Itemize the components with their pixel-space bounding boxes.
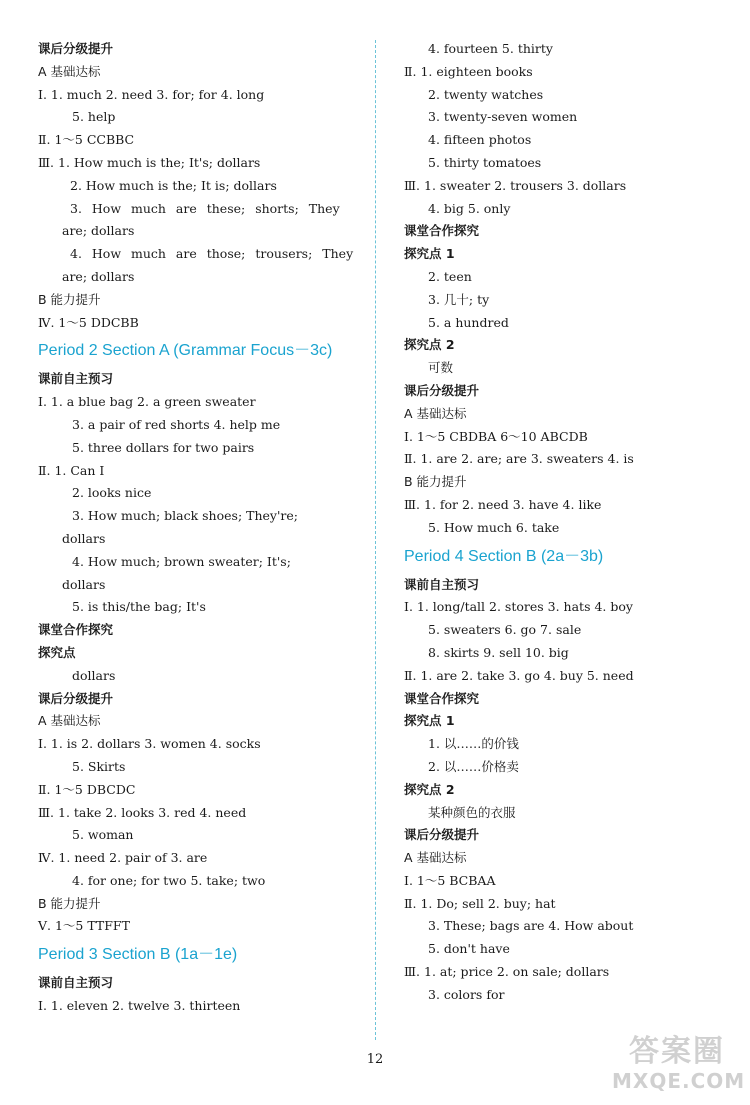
answer-line: Ⅰ. 1. is 2. dollars 3. women 4. socks	[38, 736, 261, 752]
section-heading: 课后分级提升	[404, 382, 480, 398]
watermark-logo	[612, 1034, 746, 1097]
subsection-heading: B 能力提升	[38, 291, 101, 307]
section-heading: 探究点 1	[404, 713, 455, 729]
answer-line: 2. teen	[428, 268, 472, 284]
answer-line: 3. colors for	[428, 986, 505, 1002]
subsection-heading: A 基础达标	[404, 850, 467, 866]
section-heading: 课后分级提升	[404, 827, 480, 843]
answer-line: Ⅲ. 1. sweater 2. trousers 3. dollars	[404, 177, 627, 193]
answer-line: 4. big 5. only	[428, 200, 511, 216]
answer-line: 2. How much is the; It is; dollars	[70, 177, 277, 193]
answer-line: Ⅲ. 1. for 2. need 3. have 4. like	[404, 496, 602, 512]
answer-line: Ⅰ. 1. a blue bag 2. a green sweater	[38, 394, 256, 410]
section-heading: 课前自主预习	[38, 975, 114, 991]
left-column	[38, 38, 358, 1018]
answer-line: are; dollars	[62, 223, 135, 239]
answer-line: 3. 几十; ty	[428, 291, 490, 307]
answer-line: Ⅲ. 1. at; price 2. on sale; dollars	[404, 964, 610, 980]
answer-line: Ⅰ. 1. long/tall 2. stores 3. hats 4. boy	[404, 599, 633, 615]
answer-line: 5. How much 6. take	[428, 519, 560, 535]
column-divider	[375, 40, 376, 1040]
subsection-heading: B 能力提升	[404, 474, 467, 490]
answer-line: 3. How much are these; shorts; They	[70, 200, 340, 216]
watermark-url: MXQE.COM	[612, 1069, 746, 1093]
section-heading: 课堂合作探究	[404, 223, 480, 239]
answer-line: dollars	[62, 576, 106, 592]
answer-line: 某种颜色的衣服	[428, 804, 516, 820]
answer-line: 1. 以……的价钱	[428, 736, 519, 752]
answer-line: 5. is this/the bag; It's	[72, 599, 206, 615]
answer-line: Ⅲ. 1. take 2. looks 3. red 4. need	[38, 804, 247, 820]
answer-line: Ⅱ. 1. are 2. take 3. go 4. buy 5. need	[404, 667, 634, 683]
answer-line: 5. sweaters 6. go 7. sale	[428, 622, 582, 638]
answer-line: Ⅱ. 1～5 CCBBC	[38, 132, 135, 148]
section-heading: 课堂合作探究	[38, 622, 114, 638]
answer-line: 3. twenty-seven women	[428, 109, 578, 125]
section-heading: 探究点 2	[404, 337, 455, 353]
answer-line: Ⅱ. 1. Do; sell 2. buy; hat	[404, 895, 556, 911]
answer-line: Ⅳ. 1～5 DDCBB	[38, 314, 139, 330]
answer-line: Ⅱ. 1. Can I	[38, 462, 105, 478]
answer-line: 3. How much; black shoes; They're;	[72, 508, 298, 524]
period-title: Period 4 Section B (2a－3b)	[404, 547, 604, 565]
section-heading: 探究点 2	[404, 781, 455, 797]
section-heading: 课后分级提升	[38, 41, 114, 56]
answer-line: 5. don't have	[428, 941, 510, 957]
subsection-heading: A 基础达标	[404, 405, 467, 421]
answer-line: Ⅰ. 1. eleven 2. twelve 3. thirteen	[38, 998, 241, 1014]
answer-line: 5. a hundred	[428, 314, 509, 330]
answer-line: 4. for one; for two 5. take; two	[72, 872, 266, 888]
watermark-title: 答案圈	[629, 1034, 725, 1069]
answer-line: 2. 以……价格卖	[428, 758, 519, 774]
answer-line: 8. skirts 9. sell 10. big	[428, 644, 569, 660]
subsection-heading: A 基础达标	[38, 63, 101, 79]
answer-line: Ⅳ. 1. need 2. pair of 3. are	[38, 850, 208, 866]
answer-line: Ⅱ. 1～5 DBCDC	[38, 781, 136, 797]
answer-line: dollars	[72, 667, 116, 683]
answer-line: are; dollars	[62, 268, 135, 284]
section-heading: 课前自主预习	[38, 371, 114, 387]
answer-line: 4. How much are those; trousers; They	[70, 246, 354, 262]
answer-line: 5. three dollars for two pairs	[72, 439, 255, 455]
answer-line: Ⅲ. 1. How much is the; It's; dollars	[38, 154, 261, 170]
subsection-heading: B 能力提升	[38, 895, 101, 911]
answer-line: 4. fourteen 5. thirty	[428, 41, 553, 56]
answer-line: Ⅰ. 1～5 CBDBA 6～10 ABCDB	[404, 428, 588, 444]
section-heading: 课堂合作探究	[404, 690, 480, 706]
answer-line: 3. These; bags are 4. How about	[428, 918, 634, 934]
section-heading: 课后分级提升	[38, 690, 114, 706]
answer-line: dollars	[62, 530, 106, 546]
period-title: Period 3 Section B (1a－1e)	[38, 946, 238, 964]
answer-line: 5. help	[72, 109, 116, 125]
answer-line: Ⅰ. 1. much 2. need 3. for; for 4. long	[38, 86, 265, 102]
period-title: Period 2 Section A (Grammar Focus－3c)	[38, 342, 333, 360]
answer-line: Ⅱ. 1. eighteen books	[404, 63, 533, 79]
right-column	[404, 38, 724, 1007]
answer-line: 5. woman	[72, 827, 134, 843]
answer-line: 5. thirty tomatoes	[428, 154, 542, 170]
answer-line: Ⅴ. 1～5 TTFFT	[38, 918, 130, 934]
section-heading: 课前自主预习	[404, 576, 480, 592]
section-heading: 探究点	[38, 644, 76, 660]
answer-line: Ⅰ. 1～5 BCBAA	[404, 872, 496, 888]
answer-line: 4. fifteen photos	[428, 132, 532, 148]
answer-line: 2. looks nice	[72, 485, 152, 501]
page-number: 12	[366, 1052, 384, 1067]
subsection-heading: A 基础达标	[38, 713, 101, 729]
answer-line: Ⅱ. 1. are 2. are; are 3. sweaters 4. is	[404, 451, 634, 467]
section-heading: 探究点 1	[404, 246, 455, 262]
answer-line: 4. How much; brown sweater; It's;	[72, 553, 291, 569]
answer-line: 3. a pair of red shorts 4. help me	[72, 416, 281, 432]
answer-line: 5. Skirts	[72, 758, 126, 774]
answer-line: 可数	[428, 360, 454, 376]
answer-line: 2. twenty watches	[428, 86, 544, 102]
